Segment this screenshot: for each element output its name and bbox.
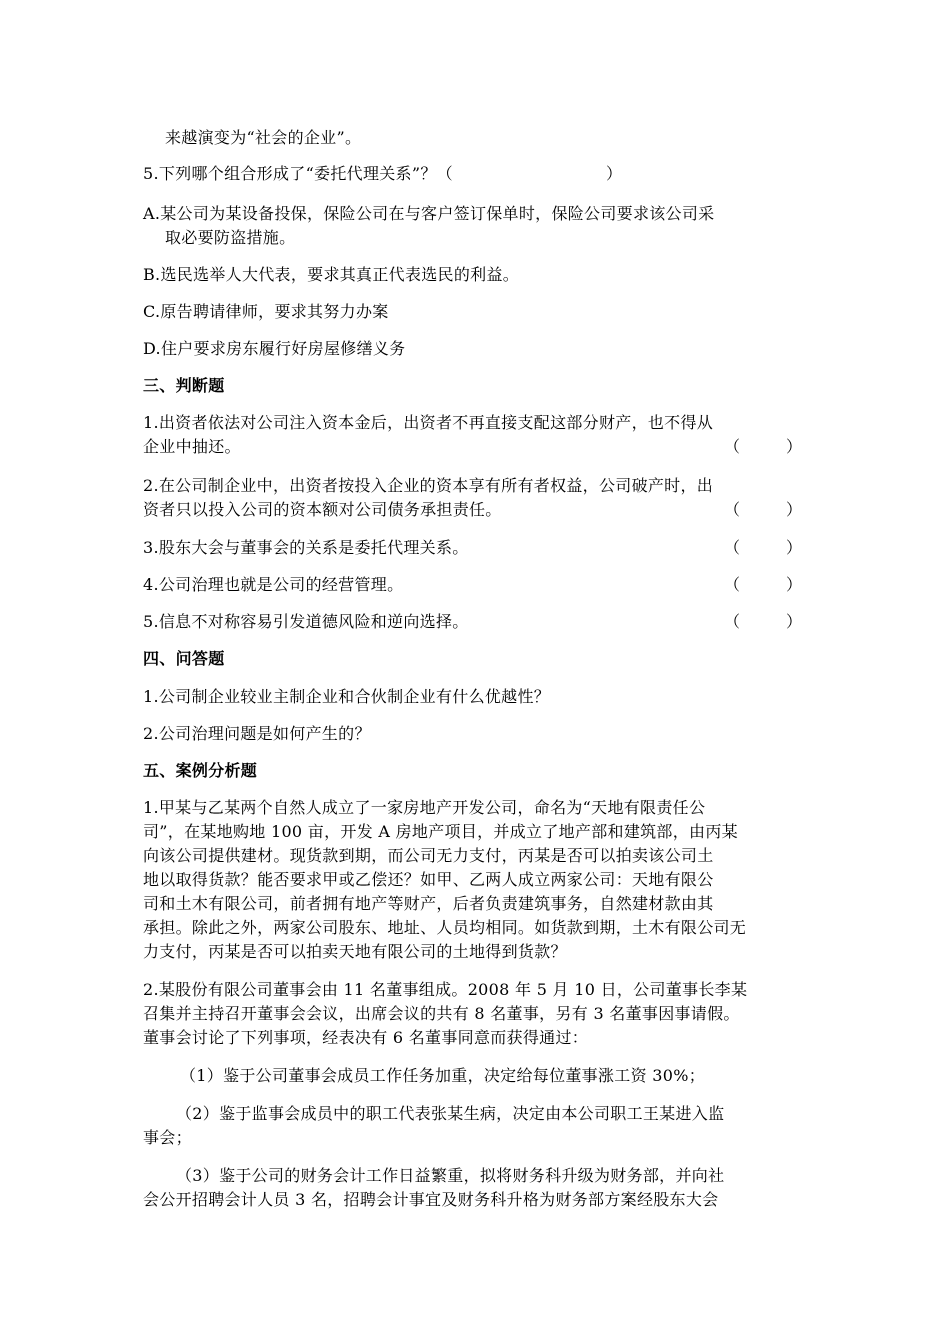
case-2-line: 2.某股份有限公司董事会由 11 名董事组成。2008 年 5 月 10 日，公司董事长李某	[143, 980, 748, 999]
case-1-line: 1.甲某与乙某两个自然人成立了一家房地产开发公司，命名为“天地有限责任公	[143, 798, 706, 817]
question-5: 5.下列哪个组合形成了“委托代理关系”？（	[143, 164, 453, 183]
case-2-item-2-line2: 事会；	[143, 1128, 192, 1147]
case-2-item-3-line2: 会公开招聘会计人员 3 名，招聘会计事宜及财务科升格为财务部方案经股东大会	[143, 1190, 719, 1209]
case-1-line: 地以取得货款？能否要求甲或乙偿还？如甲、乙两人成立两家公司：天地有限公	[143, 870, 714, 889]
case-2-item-2-line1: （2）鉴于监事会成员中的职工代表张某生病，决定由本公司职工王某进入监	[176, 1104, 725, 1123]
case-1-line: 承担。除此之外，两家公司股东、地址、人员均相同。如货款到期，土木有限公司无	[143, 918, 747, 937]
option-b: B.选民选举人大代表，要求其真正代表选民的利益。	[143, 265, 520, 284]
text-line: 来越演变为“社会的企业”。	[165, 128, 362, 147]
case-2-item-1: （1）鉴于公司董事会成员工作任务加重，决定给每位董事涨工资 30%；	[180, 1066, 706, 1085]
case-1-line: 司和土木有限公司，前者拥有地产等财产，后者负责建筑事务，自然建材款由其	[143, 894, 714, 913]
option-c: C.原告聘请律师，要求其努力办案	[143, 302, 389, 321]
option-d: D.住户要求房东履行好房屋修缮义务	[143, 339, 406, 358]
section-heading-case: 五、案例分析题	[143, 761, 258, 780]
qa-2: 2.公司治理问题是如何产生的？	[143, 724, 371, 743]
answer-blank-close: ）	[606, 164, 623, 183]
qa-1: 1.公司制企业较业主制企业和合伙制企业有什么优越性？	[143, 687, 551, 706]
option-a-line1: A.某公司为某设备投保，保险公司在与客户签订保单时，保险公司要求该公司采	[143, 204, 715, 223]
judgement-2-line1: 2.在公司制企业中，出资者按投入企业的资本享有所有者权益，公司破产时，出	[143, 476, 714, 495]
option-a-line2: 取必要防盗措施。	[165, 228, 296, 247]
judgement-4: 4.公司治理也就是公司的经营管理。	[143, 575, 404, 594]
case-2-item-3-line1: （3）鉴于公司的财务会计工作日益繁重，拟将财务科升级为财务部，并向社	[176, 1166, 725, 1185]
judgement-1-line2: 企业中抽还。	[143, 437, 241, 456]
case-1-line: 司”，在某地购地 100 亩，开发 A 房地产项目，并成立了地产部和建筑部，由丙某	[143, 822, 738, 841]
case-2-line: 董事会讨论了下列事项，经表决有 6 名董事同意而获得通过：	[143, 1028, 589, 1047]
document-page: 来越演变为“社会的企业”。 5.下列哪个组合形成了“委托代理关系”？（ ） A.某公司为某设备投保，保险公司在与客户签订保单时，保险公司要求该公司采 取必要防盗措施。 B.选民选举人大代表，要求其真正代表选民的利益。 C.原告聘请律师，要求其努力办案 D.住户要求房东履行好房屋修缮义务 三、判断题 1.出资者依法对公司注入资本金后，出资者不再直接支配这部分财产，也不得从 企业中抽还。 （ ） 2.在公司制企业中，出资者按投入企业的资本享有所有者权益，公司破产时，出 资者只以投入公司的资本额对公司债务承担责任。 （ ） 3.股东大会与董事会的关系是委托代理关系。 （ ） 4.公司治理也就是公司的经营管理。 （ ） 5.信息不对称容易引发道德风险和逆向选择。 （ ） 四、问答题 1.公司制企业较业主制企业和合伙制企业有什么优越性？ 2.公司治理问题是如何产生的？ 五、案例分析题 1.甲某与乙某两个自然人成立了一家房地产开发公司，命名为“天地有限责任公 司”，在某地购地 100 亩，开发 A 房地产项目，并成立了地产部和建筑部，由丙某 向该公司提供建材。现货款到期，而公司无力支付，丙某是否可以拍卖该公司土 地以取得货款？能否要求甲或乙偿还？如甲、乙两人成立两家公司：天地有限公 司和土木有限公司，前者拥有地产等财产，后者负责建筑事务，自然建材款由其 承担。除此之外，两家公司股东、地址、人员均相同。如货款到期，土木有限公司无 力支付，丙某是否可以拍卖天地有限公司的土地得到货款？ 2.某股份有限公司董事会由 11 名董事组成。2008 年 5 月 10 日，公司董事长李某 召集并主持召开董事会会议，出席会议的共有 8 名董事，另有 3 名董事因事请假。 董事会讨论了下列事项，经表决有 6 名董事同意而获得通过： （1）鉴于公司董事会成员工作任务加重，决定给每位董事涨工资 30%； （2）鉴于监事会成员中的职工代表张某生病，决定由本公司职工王某进入监 事会； （3）鉴于公司的财务会计工作日益繁重，拟将财务科升级为财务部，并向社 会公开招聘会计人员 3 名，招聘会计事宜及财务科升格为财务部方案经股东大会	[0, 0, 950, 1344]
judgement-5: 5.信息不对称容易引发道德风险和逆向选择。	[143, 612, 469, 631]
section-heading-judgement: 三、判断题	[143, 376, 225, 395]
case-1-line: 向该公司提供建材。现货款到期，而公司无力支付，丙某是否可以拍卖该公司土	[143, 846, 714, 865]
judgement-2-line2: 资者只以投入公司的资本额对公司债务承担责任。	[143, 500, 502, 519]
section-heading-qa: 四、问答题	[143, 649, 225, 668]
judgement-1-line1: 1.出资者依法对公司注入资本金后，出资者不再直接支配这部分财产，也不得从	[143, 413, 714, 432]
case-2-line: 召集并主持召开董事会会议，出席会议的共有 8 名董事，另有 3 名董事因事请假。	[143, 1004, 740, 1023]
case-1-line: 力支付，丙某是否可以拍卖天地有限公司的土地得到货款？	[143, 942, 567, 961]
judgement-3: 3.股东大会与董事会的关系是委托代理关系。	[143, 538, 469, 557]
